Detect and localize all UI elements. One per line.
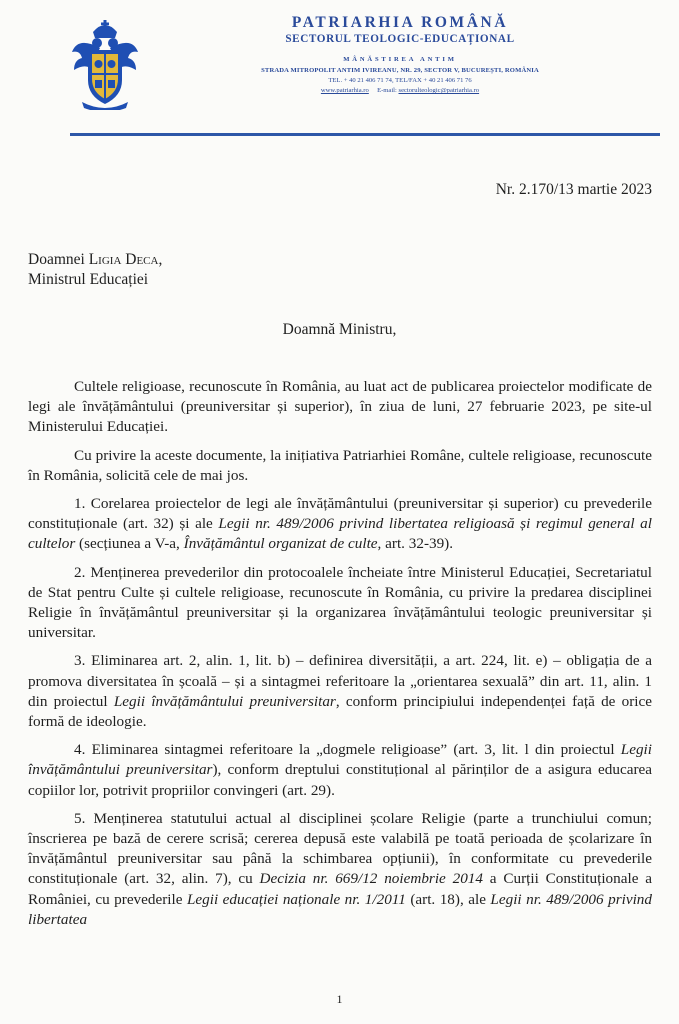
address-line: STRADA MITROPOLIT ANTIM IVIREANU, NR. 29, SECTOR V, BUCUREȘTI, ROMÂNIA (261, 67, 539, 74)
paragraph-text: , conform principiului independenței față de orice formă de ideologie. (28, 692, 652, 731)
paragraph-point-5 (28, 809, 652, 930)
law-reference: Legii nr. 489/2006 privind libertatea religioasă și regimul general al cultelor (28, 515, 653, 553)
law-reference: Legii educației naționale nr. 1/2011 (186, 890, 406, 908)
paragraph-text: (secțiunea a V-a, (75, 535, 184, 553)
paragraph-text: , art. 32-39). (377, 535, 454, 553)
paragraph-text: 3. Eliminarea art. 2, alin. 1, lit. b) – definirea diversității, a art. 224, lit. e) – obligația de a promova diversitatea în școală – și a sintagmei referitoare la „orientarea sexuală” din art. 11, alin. 1 din proiectul (28, 652, 652, 710)
org-name: PATRIARHIA ROMÂNĂ (291, 14, 509, 31)
page-number: 1 (336, 992, 343, 1006)
paragraph-text: Cu privire la aceste documente, la inițiativa Patriarhiei Române, cultele religioase, recunoscute în România, solicită cele de mai jos. (28, 446, 652, 484)
paragraph-text: 2. Menținerea prevederilor din protocoalele încheiate între Ministerul Educației, Secretariatul de Stat pentru Culte și cultele religioase, recunoscute în România, cu privire la predarea disciplinei Religie în învățământul preuniversitar și la organizarea învățământului teologic preuniversitar și universitar. (28, 563, 652, 642)
phone-line: TEL. + 40 21 406 71 74, TEL/FAX + 40 21 406 71 76 (328, 77, 472, 84)
letter-body (28, 377, 652, 938)
email-link: sectorulteologic@patriarhia.ro (398, 87, 480, 94)
paragraph-text: 5. Menținerea statutului actual al disciplinei școlare Religie (parte a trunchiului comun; înscrierea pe bază de cerere scrisă; cererea depusă este valabilă pe toată perioada de școlarizare în învățământul preuniversitar sau până la schimbarea opțiunii), în conformitate cu prevederile constituționale (art. 32, alin. 7), cu (28, 809, 652, 888)
salutation: Doamnă Ministru, (282, 321, 397, 338)
paragraph-request-intro (28, 446, 652, 486)
paragraph-text: ), conform dreptului constituțional al părinților de a asigura educarea copiilor lor, potrivit propriilor convingeri (art. 29). (28, 761, 652, 799)
paragraph-point-3 (28, 651, 652, 732)
law-section-title: Învățământul organizat de culte (183, 535, 378, 553)
paragraph-intro (28, 377, 652, 438)
decision-reference: Decizia nr. 669/12 noiembrie 2014 (259, 870, 483, 888)
paragraph-text: (art. 18), ale (405, 890, 491, 908)
recipient-prefix: Doamnei (28, 251, 85, 268)
letterhead (150, 14, 650, 94)
letterhead-divider (70, 133, 660, 136)
recipient-title: Ministrul Educației (28, 271, 149, 288)
website-link: www.patriarhia.ro (320, 87, 369, 94)
document-number: Nr. 2.170/13 martie 2023 (495, 181, 652, 198)
paragraph-point-4 (28, 740, 652, 801)
law-reference: Legii învățământului preuniversitar (113, 692, 336, 710)
sector-name: SECTORUL TEOLOGIC-EDUCAȚIONAL (285, 33, 515, 45)
law-reference: Legii nr. 489/2006 privind libertatea (28, 890, 652, 928)
law-reference: Legii învățământului preuniversitar (28, 741, 652, 779)
paragraph-point-2 (28, 563, 652, 644)
web-line (150, 87, 650, 94)
email-label: E-mail: (377, 87, 397, 94)
paragraph-text: 4. Eliminarea sintagmei referitoare la „dogmele religioase” (art. 3, lit. l din proiectul (74, 741, 621, 759)
monastery-name: MÂNĂSTIREA ANTIM (343, 56, 457, 63)
paragraph-point-1 (28, 494, 652, 555)
patriarchate-crest-logo (70, 18, 140, 110)
recipient-block (28, 250, 162, 290)
recipient-name: Ligia Deca, (88, 251, 163, 268)
paragraph-text: a Curții Constituționale a României, cu prevederile (28, 870, 652, 908)
paragraph-text: 1. Corelarea proiectelor de legi ale învățământului (preuniversitar și superior) cu prevederile constituționale (art. 32) și ale (28, 495, 652, 533)
paragraph-text: Cultele religioase, recunoscute în România, au luat act de publicarea proiectelor modificate de legi ale învățământului (preuniversitar și superior), în ziua de luni, 27 februarie 2023, pe site-ul Ministerului Educației. (28, 378, 652, 436)
recipient-line (28, 250, 162, 270)
